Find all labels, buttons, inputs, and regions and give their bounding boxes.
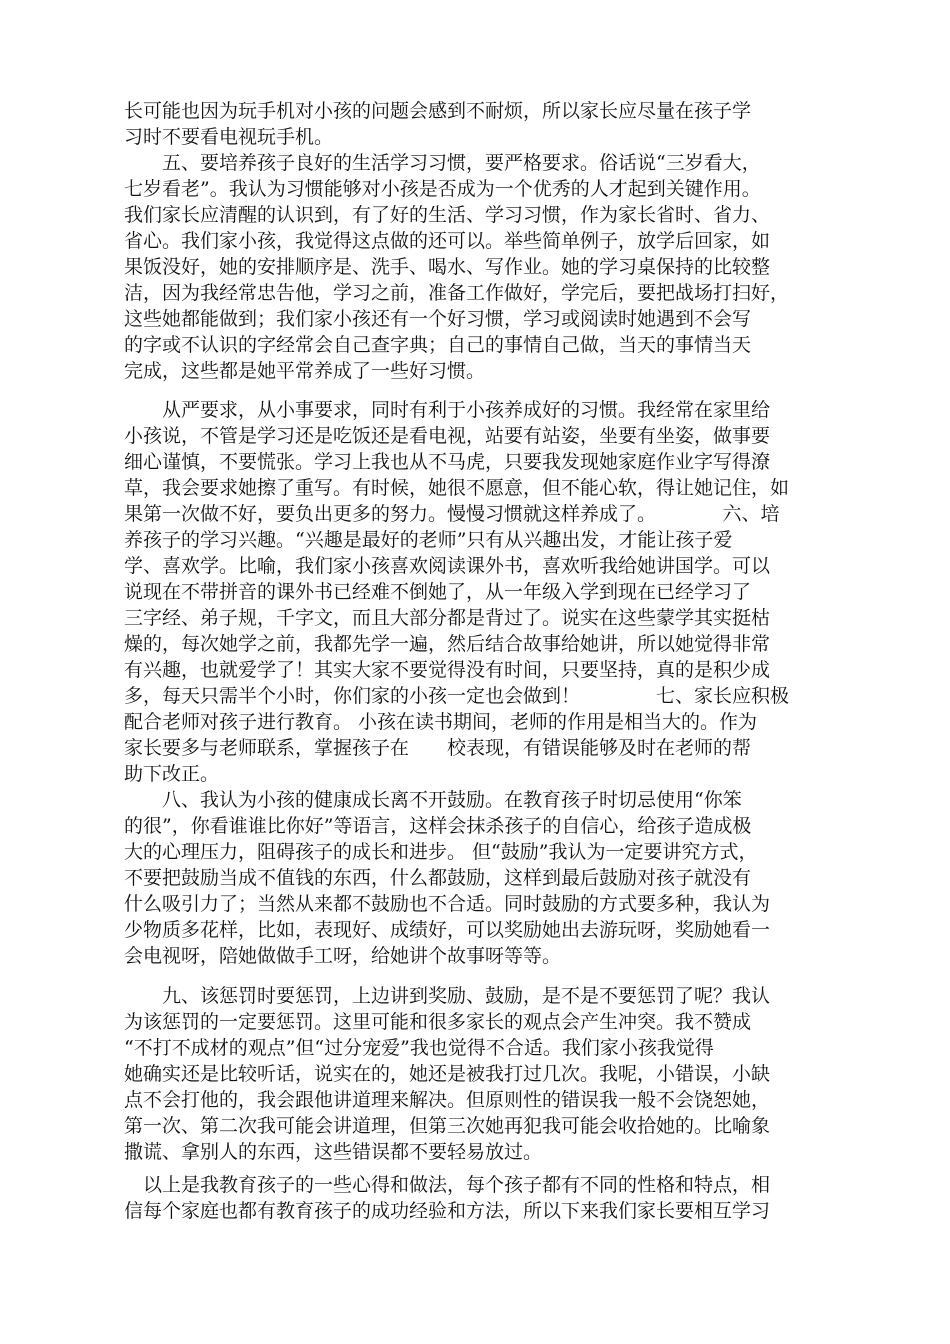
- text-line: 第一次、第二次我可能会讲道理，但第三次她再犯我可能会收拾她的。比喻象: [124, 1115, 771, 1137]
- text-line: 果第一次做不好，要负出更多的努力。慢慢习惯就这样养成了。 六、培: [124, 503, 780, 525]
- text-line: 果饭没好，她的安排顺序是、洗手、喝水、写作业。她的学习桌保持的比较整: [124, 256, 771, 278]
- text-line: 不要把鼓励当成不值钱的东西，什么都鼓励，这样到最后鼓励对孩子就没有: [124, 867, 752, 889]
- text-line: 以上是我教育孩子的一些心得和做法，每个孩子都有不同的性格和特点，相: [124, 1174, 771, 1196]
- text-line: 的很”，你看谁谁比你好”等语言，这样会抹杀孩子的自信心，给孩子造成极: [124, 815, 752, 837]
- text-line: 从严要求，从小事要求，同时有利于小孩养成好的习惯。我经常在家里给: [124, 399, 771, 421]
- text-line: 的字或不认识的字经常会自己查字典；自己的事情自己做，当天的事情当天: [124, 334, 752, 356]
- text-line: 八、我认为小孩的健康成长离不开鼓励。在教育孩子时切忌使用“你笨: [124, 789, 742, 811]
- text-line: 学、喜欢学。比喻，我们家小孩喜欢阅读课外书，喜欢听我给她讲国学。可以: [124, 555, 771, 577]
- text-line: 什么吸引力了；当然从来都不鼓励也不合适。同时鼓励的方式要多种，我认为: [124, 893, 771, 915]
- text-line: 我们家长应清醒的认识到，有了好的生活、学习习惯，作为家长省时、省力、: [124, 204, 771, 226]
- text-line: 撒谎、拿别人的东西，这些错误都不要轻易放过。: [124, 1141, 543, 1163]
- paragraph-block-1: [124, 98, 870, 384]
- text-line: 洁，因为我经常忠告他，学习之前，准备工作做好，学完后，要把战场打扫好，: [124, 282, 790, 304]
- text-line: 细心谨慎，不要慌张。学习上我也从不马虎，只要我发现她家庭作业字写得潦: [124, 451, 771, 473]
- text-line: 燥的，每次她学之前，我都先学一遍，然后结合故事给她讲，所以她觉得非常: [124, 633, 771, 655]
- paragraph-block-3: [124, 787, 870, 969]
- text-line: 说现在不带拼音的课外书已经难不倒她了，从一年级入学到现在已经学习了: [124, 581, 752, 603]
- text-line: 省心。我们家小孩，我觉得这点做的还可以。举些简单例子，放学后回家，如: [124, 230, 771, 252]
- text-line: 少物质多花样，比如，表现好、成绩好，可以奖励她出去游玩呀，奖励她看一: [124, 919, 771, 941]
- text-line: 有兴趣，也就爱学了！其实大家不要觉得没有时间，只要坚持，真的是积少成: [124, 659, 771, 681]
- text-line: 九、该惩罚时要惩罚，上边讲到奖励、鼓励，是不是不要惩罚了呢？我认: [124, 985, 771, 1007]
- text-line: 小孩说，不管是学习还是吃饭还是看电视，站要有站姿，坐要有坐姿，做事要: [124, 425, 771, 447]
- text-line: 配合老师对孩子进行教育。 小孩在读书期间，老师的作用是相当大的。作为: [124, 711, 758, 733]
- text-line: 点不会打他的，我会跟他讲道理来解决。但原则性的错误我一般不会饶恕她，: [124, 1089, 771, 1111]
- text-line: 大的心理压力，阻碍孩子的成长和进步。 但“鼓励”我认为一定要讲究方式，: [124, 841, 758, 863]
- text-line: 她确实还是比较听话，说实在的，她还是被我打过几次。我呢，小错误，小缺: [124, 1063, 771, 1085]
- text-line: 完成，这些都是她平常养成了一些好习惯。: [124, 360, 486, 382]
- text-line: 家长要多与老师联系，掌握孩子在 校表现，有错误能够及时在老师的帮: [124, 737, 752, 759]
- paragraph-block-4: [124, 983, 870, 1165]
- text-line: 五、要培养孩子良好的生活学习习惯，要严格要求。俗话说“三岁看大，: [124, 152, 761, 174]
- text-line: 草，我会要求她擦了重写。有时候，她很不愿意，但不能心软，得让她记住，如: [124, 477, 790, 499]
- text-line: 这些她都能做到；我们家小孩还有一个好习惯，学习或阅读时她遇到不会写: [124, 308, 752, 330]
- text-line: 为该惩罚的一定要惩罚。这里可能和很多家长的观点会产生冲突。我不赞成: [124, 1011, 752, 1033]
- text-line: 七岁看老”。我认为习惯能够对小孩是否成为一个优秀的人才起到关键作用。: [124, 178, 761, 200]
- text-line: 养孩子的学习兴趣。“兴趣是最好的老师”只有从兴趣出发，才能让孩子爱: [124, 529, 733, 551]
- text-line: 会电视呀，陪她做做手工呀，给她讲个故事呀等等。: [124, 945, 562, 967]
- text-line: 长可能也因为玩手机对小孩的问题会感到不耐烦，所以家长应尽量在孩子学: [124, 100, 752, 122]
- text-line: 助下改正。: [124, 763, 220, 785]
- text-line: 信每个家庭也都有教育孩子的成功经验和方法，所以下来我们家长要相互学习: [124, 1200, 771, 1222]
- text-line: 习时不要看电视玩手机。: [124, 126, 334, 148]
- text-line: 多，每天只需半个小时，你们家的小孩一定也会做到！ 七、家长应积极: [124, 685, 790, 707]
- paragraph-block-2: [124, 397, 870, 787]
- text-line: 三字经、弟子规，千字文，而且大部分都是背过了。说实在这些蒙学其实挺枯: [124, 607, 771, 629]
- text-line: “不打不成材的观点”但“过分宠爱”我也觉得不合适。我们家小孩我觉得: [124, 1037, 714, 1059]
- paragraph-block-5: [124, 1172, 870, 1224]
